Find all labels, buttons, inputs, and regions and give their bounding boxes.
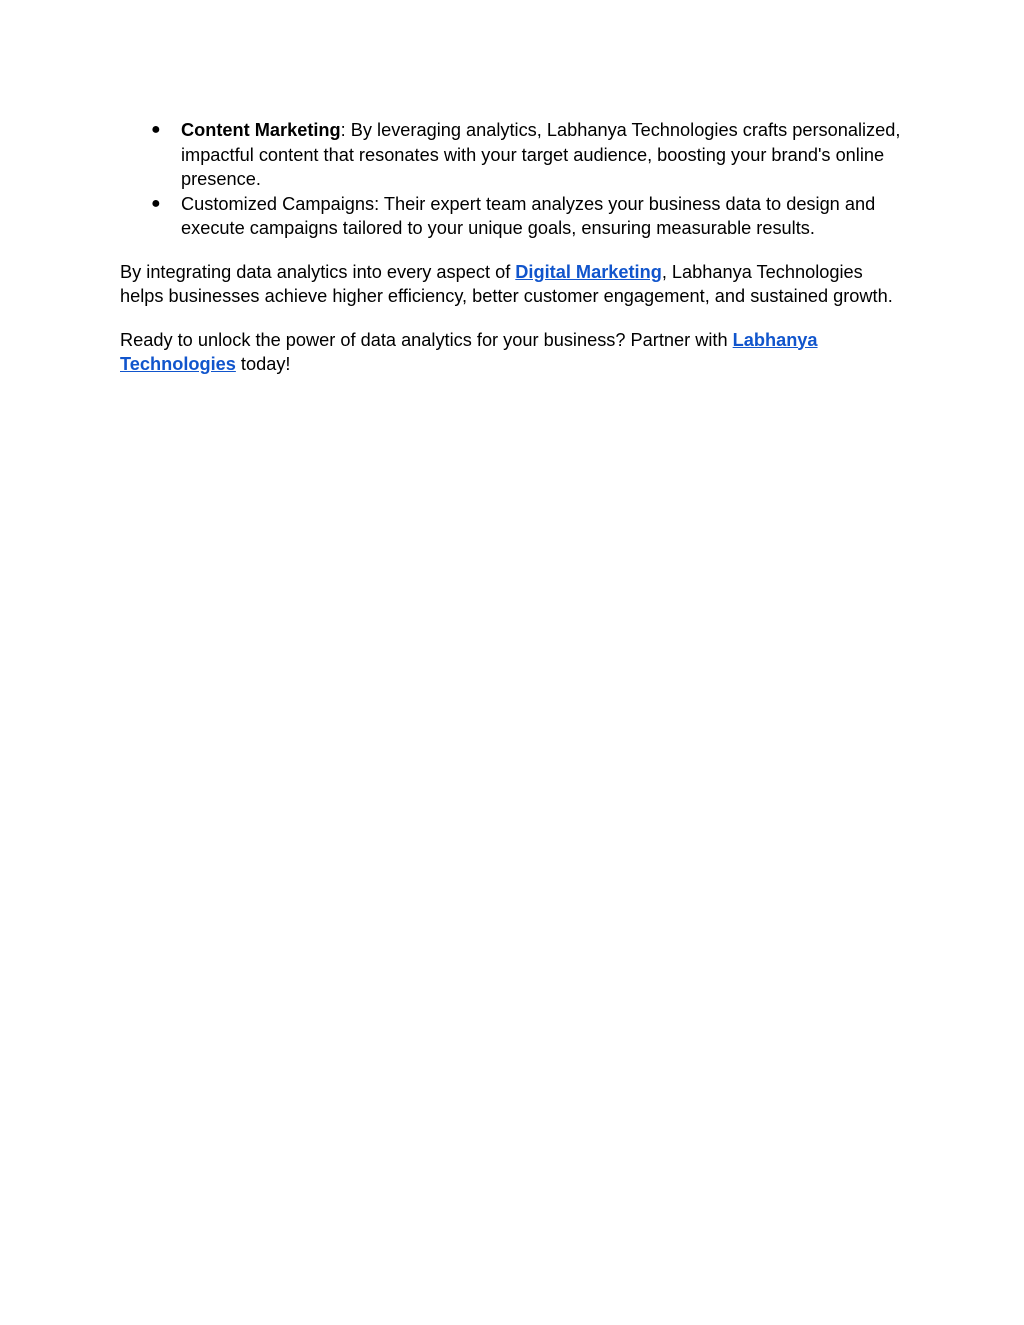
list-item (120, 118, 910, 192)
list-item (120, 192, 910, 241)
paragraph-text: By integrating data analytics into every aspect of (120, 261, 516, 282)
paragraph-text: today! (235, 354, 291, 374)
labhanya-technologies-link[interactable]: Labhanya Technologies (120, 329, 818, 374)
paragraph-call-to-action (120, 328, 910, 377)
bullet-icon: ● (151, 121, 161, 138)
bullet-list (120, 118, 910, 241)
paragraph-text: Ready to unlock the power of data analytics for your business? Partner with (120, 329, 733, 350)
paragraph-integration (120, 260, 910, 309)
digital-marketing-link[interactable]: Digital Marketing (515, 261, 662, 282)
list-item-heading: Content Marketing (181, 120, 341, 140)
paragraph-text: , Labhanya Technologies helps businesses achieve higher efficiency, better customer engagement, and sustained growth. (120, 261, 893, 306)
list-item-text: Customized Campaigns: Their expert team analyzes your business data to design and execute campaigns tailored to your unique goals, ensuring measurable results. (181, 193, 876, 238)
list-item-text: : By leveraging analytics, Labhanya Technologies crafts personalized, impactful content that resonates with your target audience, boosting your brand's online presence. (181, 120, 901, 189)
bullet-icon: ● (151, 194, 161, 212)
document-body (120, 118, 910, 377)
